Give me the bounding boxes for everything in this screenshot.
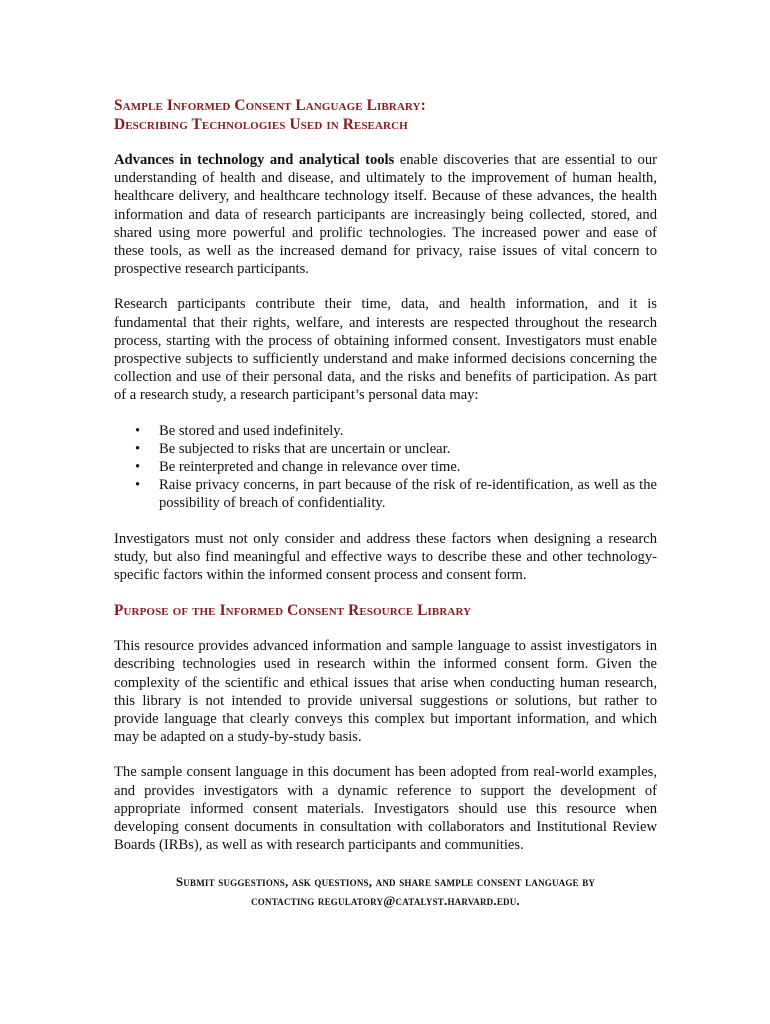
resource-paragraph: This resource provides advanced information and sample language to assist investigators in describing technologies used in research within the informed consent form. Given the complexity of the scientific and ethical issues that arise when conducting human research, this library is not intended to provide universal suggestions or solutions, but rather to provide language that clearly conveys this complex but important information, and which may be adapted on a study-by-study basis. xyxy=(114,638,657,746)
intro-paragraph xyxy=(114,151,657,278)
title-line-1: Sample Informed Consent Language Library: xyxy=(114,97,426,114)
list-item xyxy=(135,458,657,476)
bullet-icon: • xyxy=(135,459,141,476)
footer-contact-email: contacting regulatory@catalyst.harvard.edu. xyxy=(251,892,520,908)
footer-line-1: Submit suggestions, ask questions, and share sample consent language by xyxy=(175,873,596,889)
participants-paragraph: Research participants contribute their time, data, and health information, and it is fundamental that their rights, welfare, and interests are respected throughout the research process, starting with the process of obtaining informed consent. Investigators must enable prospective subjects to sufficiently understand and make informed decisions concerning the collection and use of their personal data, and the risks and benefits of participation. As part of a research study, a research participant’s personal data may: xyxy=(114,296,657,404)
intro-rest: enable discoveries that are essential to our understanding of health and disease, and ultimately to the improvement of human health, healthcare delivery, and healthcare technology itself. Because of these advances, the health information and data of research participants are increasingly being collected, stored, and shared using more powerful and prolific technologies. The increased power and ease of these tools, as well as the increased demand for privacy, raise issues of vital concern to prospective research participants. xyxy=(114,152,657,278)
list-item xyxy=(135,476,657,512)
document-page xyxy=(114,96,657,910)
list-item-text: Be reinterpreted and change in relevance over time. xyxy=(159,459,461,476)
document-title xyxy=(114,96,657,134)
investigators-paragraph: Investigators must not only consider and address these factors when designing a research study, but also find meaningful and effective ways to describe these and other technology-specific factors within the informed consent process and consent form. xyxy=(114,530,657,584)
list-item xyxy=(135,440,657,458)
bullet-icon: • xyxy=(135,440,141,457)
bullet-icon: • xyxy=(135,477,141,494)
list-item xyxy=(135,422,657,440)
title-line-2: Describing Technologies Used in Research xyxy=(114,116,408,133)
purpose-section-heading: Purpose of the Informed Consent Resource Library xyxy=(114,602,472,620)
contact-footer xyxy=(114,872,657,910)
list-item-text: Be stored and used indefinitely. xyxy=(159,422,344,439)
intro-lead: Advances in technology and analytical tools xyxy=(114,152,395,168)
risk-list xyxy=(114,422,657,513)
sample-language-paragraph: The sample consent language in this document has been adopted from real-world examples, and provides investigators with a dynamic reference to support the development of appropriate informed consent materials. Investigators should use this resource when developing consent documents in consultation with collaborators and Institutional Review Boards (IRBs), as well as with research participants and communities. xyxy=(114,764,657,854)
bullet-icon: • xyxy=(135,422,141,439)
list-item-text: Raise privacy concerns, in part because of the risk of re-identification, as well as the possibility of breach of confidentiality. xyxy=(159,477,657,512)
list-item-text: Be subjected to risks that are uncertain or unclear. xyxy=(159,440,451,457)
